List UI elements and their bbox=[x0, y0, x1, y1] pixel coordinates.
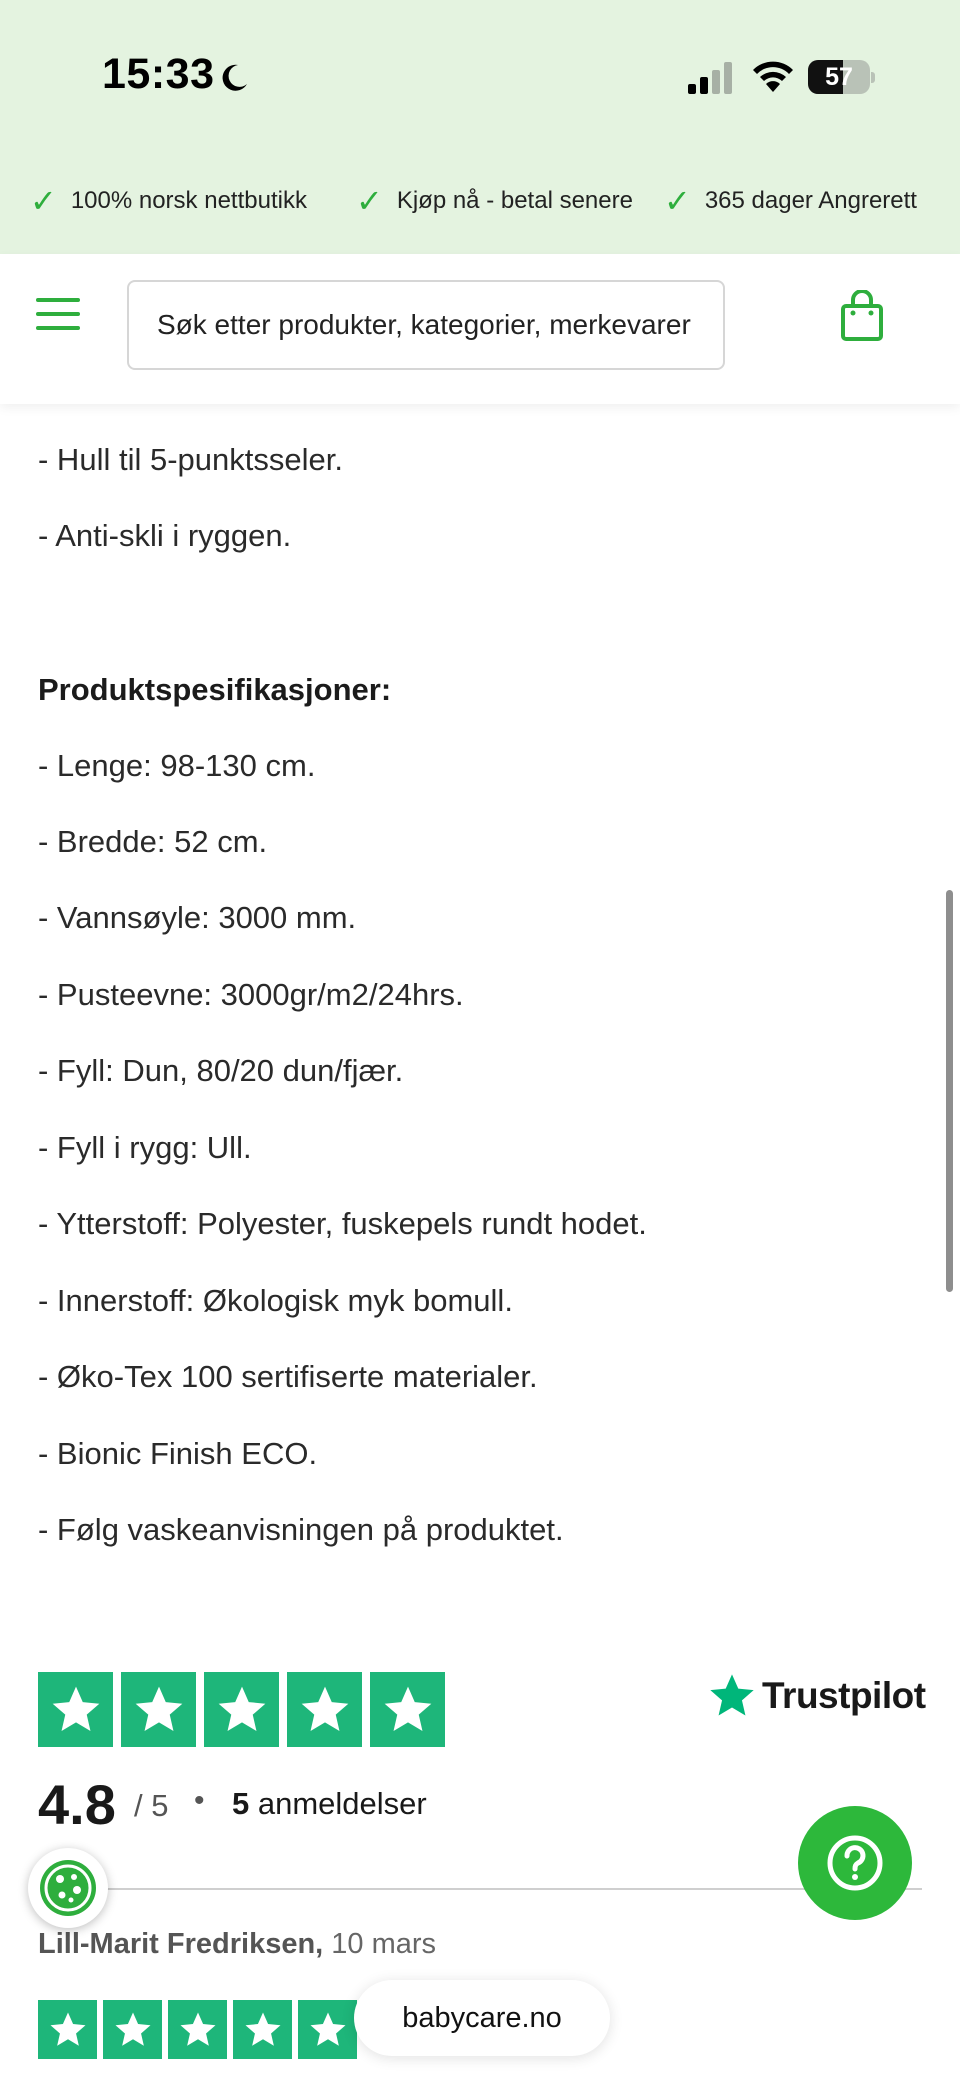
spec-line: - Pusteevne: 3000gr/m2/24hrs. bbox=[38, 977, 464, 1012]
scrollbar[interactable] bbox=[946, 890, 953, 1292]
review-count[interactable] bbox=[232, 1786, 427, 1822]
cookie-settings-button[interactable] bbox=[28, 1848, 108, 1928]
spec-line: - Øko-Tex 100 sertifiserte materialer. bbox=[38, 1359, 538, 1394]
review-count-number: 5 bbox=[232, 1786, 250, 1821]
usp-item-betal-senere bbox=[356, 182, 633, 220]
rating-score: 4.8 bbox=[38, 1773, 116, 1836]
spec-line: - Vannsøyle: 3000 mm. bbox=[38, 900, 357, 935]
trustpilot-logo[interactable] bbox=[706, 1670, 926, 1722]
check-icon: ✓ bbox=[30, 183, 57, 219]
cookie-icon bbox=[37, 1857, 99, 1919]
spec-line: - Følg vaskeanvisningen på produktet. bbox=[38, 1512, 564, 1547]
review-header bbox=[38, 1928, 436, 1961]
spec-heading: Produktspesifikasjoner: bbox=[38, 672, 392, 707]
usp-label: Kjøp nå - betal senere bbox=[396, 187, 633, 214]
separator-dot: • bbox=[194, 1784, 205, 1817]
feature-line: - Hull til 5-punktsseler. bbox=[38, 442, 343, 477]
usp-label: 100% norsk nettbutikk bbox=[70, 187, 307, 214]
star-icon bbox=[287, 1672, 362, 1747]
question-mark-icon bbox=[826, 1834, 884, 1892]
battery-level: 57 bbox=[825, 63, 853, 91]
spec-line: - Bionic Finish ECO. bbox=[38, 1436, 318, 1471]
moon-icon bbox=[218, 62, 250, 94]
status-time: 15:33 bbox=[102, 50, 215, 98]
battery-icon bbox=[808, 60, 874, 94]
star-icon bbox=[298, 2000, 357, 2059]
help-button[interactable] bbox=[798, 1806, 912, 1920]
star-icon bbox=[38, 1672, 113, 1747]
star-icon bbox=[233, 2000, 292, 2059]
search-input[interactable] bbox=[127, 280, 725, 370]
shopping-bag-icon[interactable] bbox=[840, 290, 884, 342]
hamburger-menu-icon[interactable] bbox=[36, 298, 80, 332]
check-icon: ✓ bbox=[664, 183, 691, 219]
spec-line: - Innerstoff: Økologisk myk bomull. bbox=[38, 1283, 513, 1318]
star-icon bbox=[121, 1672, 196, 1747]
star-icon bbox=[204, 1672, 279, 1747]
spec-line: - Ytterstoff: Polyester, fuskepels rundt hodet. bbox=[38, 1206, 647, 1241]
review-author: Lill-Marit Fredriksen, bbox=[38, 1928, 324, 1960]
spec-line: - Fyll: Dun, 80/20 dun/fjær. bbox=[38, 1053, 404, 1088]
trustpilot-wordmark: Trustpilot bbox=[762, 1675, 926, 1716]
usp-label: 365 dager Angrerett bbox=[704, 187, 917, 214]
signal-icon bbox=[688, 62, 736, 94]
spec-line: - Lenge: 98-130 cm. bbox=[38, 748, 316, 783]
star-icon bbox=[370, 1672, 445, 1747]
check-icon: ✓ bbox=[356, 183, 383, 219]
trustpilot-star-icon bbox=[706, 1670, 758, 1722]
review-date: 10 mars bbox=[331, 1928, 437, 1960]
usp-item-angrerett bbox=[664, 182, 917, 220]
star-icon bbox=[38, 2000, 97, 2059]
site-header bbox=[0, 254, 960, 404]
usp-bar bbox=[0, 0, 960, 254]
review-rating-stars bbox=[38, 2000, 357, 2059]
star-icon bbox=[168, 2000, 227, 2059]
wifi-icon bbox=[752, 58, 794, 92]
feature-line: - Anti-skli i ryggen. bbox=[38, 518, 292, 553]
rating-scale: / 5 bbox=[134, 1788, 169, 1823]
review-count-label: anmeldelser bbox=[257, 1786, 427, 1821]
trustpilot-rating-stars bbox=[38, 1672, 445, 1747]
star-icon bbox=[103, 2000, 162, 2059]
spec-line: - Bredde: 52 cm. bbox=[38, 824, 268, 859]
divider bbox=[38, 1888, 922, 1890]
spec-line: - Fyll i rygg: Ull. bbox=[38, 1130, 252, 1165]
url-bar[interactable]: babycare.no bbox=[354, 1980, 610, 2056]
usp-item-norsk bbox=[30, 182, 307, 220]
